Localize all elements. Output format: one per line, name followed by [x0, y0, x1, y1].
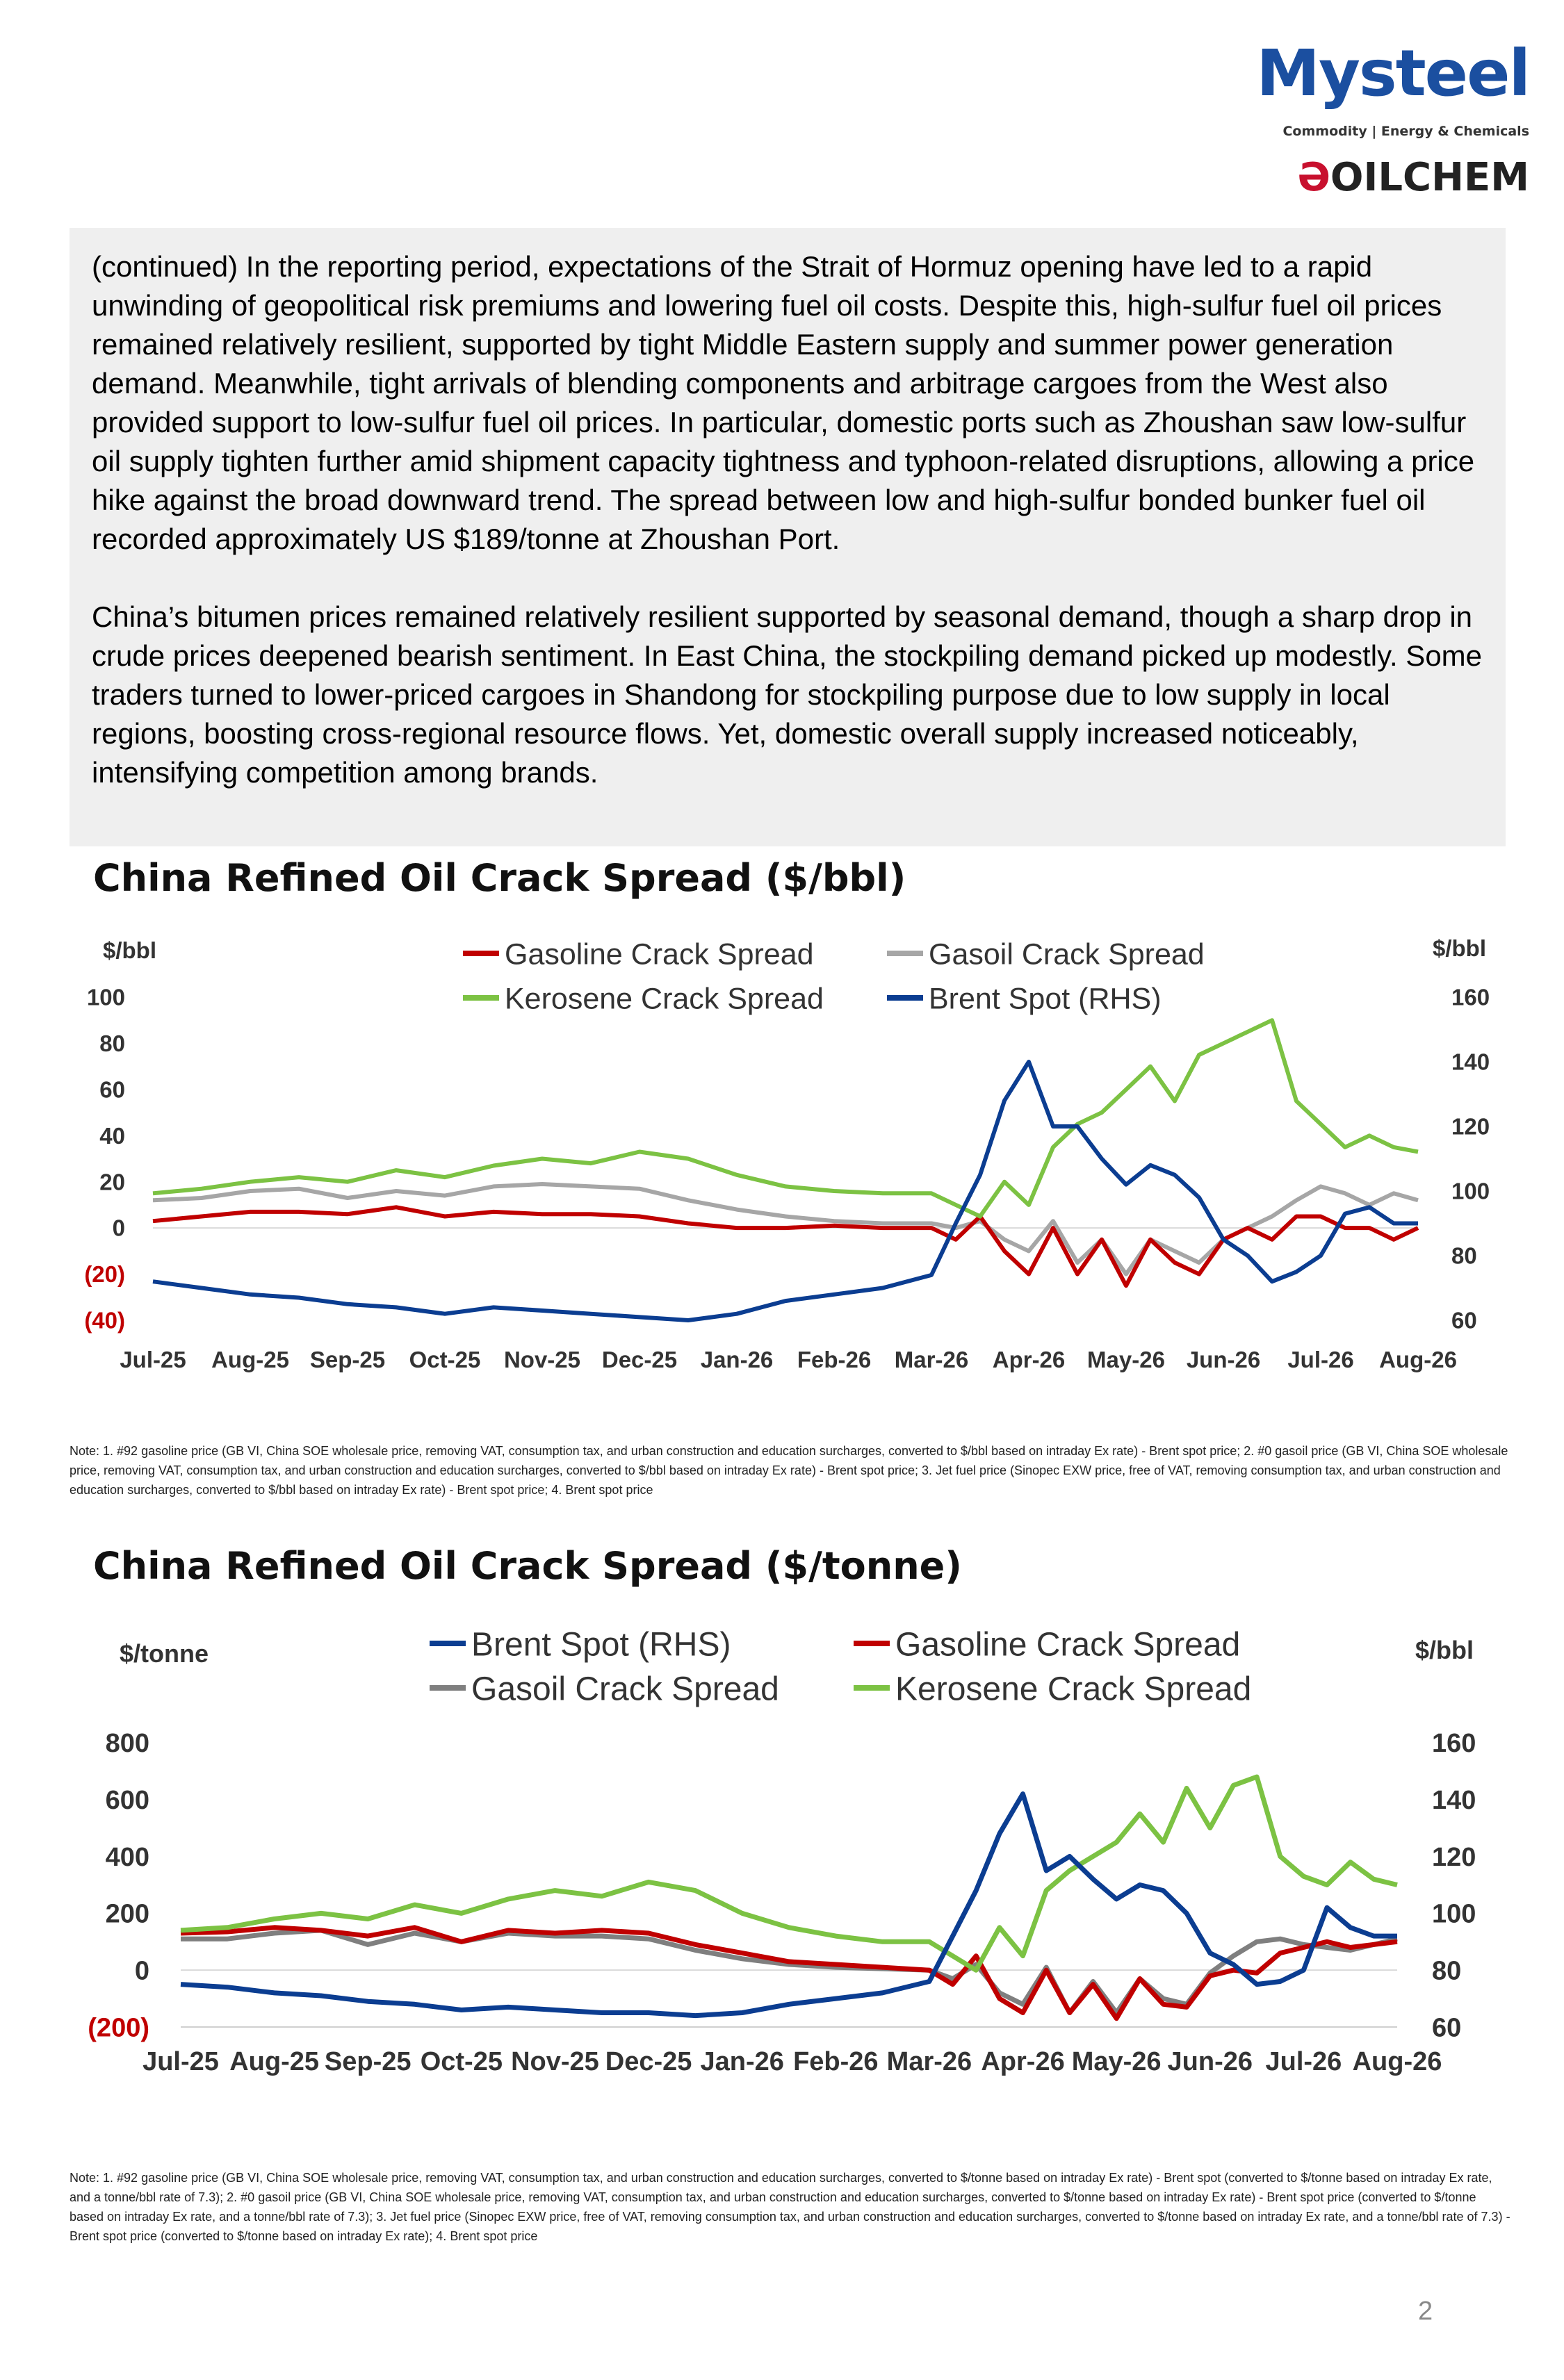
- chart2-y2-tick: 140: [1432, 1786, 1476, 1816]
- chart2-x-tick: Feb-26: [793, 2047, 879, 2076]
- chart1-y2-tick: 120: [1451, 1113, 1490, 1140]
- commentary-box: [70, 228, 1506, 846]
- chart1-legend-label: Gasoline Crack Spread: [505, 937, 814, 971]
- chart2-y-tick: 0: [134, 1956, 149, 1986]
- chart1-x-tick: Aug-26: [1379, 1347, 1457, 1372]
- chart2-note: Note: 1. #92 gasoline price (GB VI, China SOE wholesale price, removing VAT, consumption tax, and urban construction and education surcharges, converted to $/tonne based on intraday Ex rate) - Brent spot (converted to $/tonne based on intraday Ex rate, and a tonne/bbl rate of 7.3); 2. #0 gasoil price (GB VI, China SOE wholesale price, removing VAT, consumption tax, and urban construction and education surcharges, converted to $/tonne based on intraday Ex rate) - Brent spot price (converted to $/tonne based on intraday Ex rate, and a tonne/bbl rate of 7.3); 3. Jet fuel price (Sinopec EXW price, free of VAT, removing consumption tax, and urban construction and education surcharges, converted to $/tonne based on intraday Ex rate, and a tonne/bbl rate of 7.3) - Brent spot price (converted to $/tonne based on intraday Ex rate); 4. Brent spot price: [70, 2171, 1510, 2243]
- chart1-legend-label: Kerosene Crack Spread: [505, 982, 824, 1016]
- chart1-x-tick: Apr-26: [992, 1347, 1066, 1372]
- chart2-x-tick: Jul-25: [142, 2047, 219, 2076]
- chart1-y-tick: (40): [84, 1307, 125, 1333]
- chart2-x-tick: Mar-26: [886, 2047, 972, 2076]
- chart1-y2-axis-label: $/bbl: [1432, 935, 1486, 961]
- chart2-series-brent-spot-rhs: [181, 1794, 1397, 2016]
- commentary-paragraph-1: (continued) In the reporting period, expectations of the Strait of Hormuz opening have led to a rapid unwinding of geopolitical risk premiums and lowering fuel oil costs. Despite this, high-sulfur fuel oil prices remained relatively resilient, supported by tight Middle Eastern supply and summer power generation demand. Meanwhile, tight arrivals of blending components and arbitrage cargoes from the West also provided support to low-sulfur fuel oil prices. In particular, domestic ports such as Zhoushan saw low-sulfur oil supply tighten further amid shipment capacity tightness and typhoon-related disruptions, allowing a price hike against the broad downward trend. The spread between low and high-sulfur bonded bunker fuel oil recorded approximately US $189/tonne at Zhoushan Port.: [92, 250, 1475, 555]
- chart1-y-tick: 100: [86, 984, 125, 1010]
- chart1-x-tick: Feb-26: [797, 1347, 872, 1372]
- chart2-x-tick: Apr-26: [981, 2047, 1065, 2076]
- chart1-x-tick: Jan-26: [700, 1347, 774, 1372]
- chart2-y2-tick: 120: [1432, 1842, 1476, 1872]
- chart1-x-tick: May-26: [1087, 1347, 1165, 1372]
- chart1-x-tick: Oct-25: [409, 1347, 481, 1372]
- chart1-x-tick: Jul-26: [1287, 1347, 1354, 1372]
- chart2-y2-tick: 100: [1432, 1899, 1476, 1929]
- chart2-x-tick: Oct-25: [420, 2047, 503, 2076]
- chart2-y-tick: 800: [105, 1729, 149, 1759]
- oilchem-name: OILCHEM: [1330, 155, 1529, 200]
- oilchem-logo: [1297, 155, 1529, 200]
- chart2-y-tick: 200: [105, 1899, 149, 1929]
- chart2-y-axis-label: $/tonne: [120, 1639, 209, 1668]
- chart1-bbl: [63, 917, 1515, 1390]
- chart1-x-tick: Mar-26: [894, 1347, 969, 1372]
- chart1-y2-tick: 80: [1451, 1242, 1477, 1269]
- brand-name: Mysteel: [1256, 36, 1529, 110]
- chart1-series-kerosene-crack-spread: [153, 1020, 1418, 1216]
- chart1-legend-label: Brent Spot (RHS): [929, 982, 1162, 1016]
- chart2-legend-label: Kerosene Crack Spread: [895, 1671, 1252, 1708]
- chart2-x-tick: Sep-25: [324, 2047, 412, 2076]
- chart2-x-tick: Jul-26: [1265, 2047, 1342, 2076]
- brand-tagline: Commodity | Energy & Chemicals: [1282, 124, 1529, 139]
- chart2-x-tick: May-26: [1071, 2047, 1162, 2076]
- commentary-paragraph-2: China’s bitumen prices remained relatively resilient supported by seasonal demand, though a sharp drop in crude prices deepened bearish sentiment. In East China, the stockpiling demand picked up modestly. Some traders turned to lower-priced cargoes in Shandong for stockpiling purpose due to low supply in local regions, boosting cross-regional resource flows. Yet, domestic overall supply increased noticeably, intensifying competition among brands.: [92, 600, 1483, 789]
- chart1-y-tick: (20): [84, 1261, 125, 1288]
- chart1-y2-tick: 160: [1451, 984, 1490, 1010]
- chart1-x-tick: Jul-25: [120, 1347, 186, 1372]
- chart2-x-tick: Dec-25: [605, 2047, 692, 2076]
- chart1-note: Note: 1. #92 gasoline price (GB VI, China SOE wholesale price, removing VAT, consumption tax, and urban construction and education surcharges, converted to $/bbl based on intraday Ex rate) - Brent spot price; 2. #0 gasoil price (GB VI, China SOE wholesale price, removing VAT, consumption tax, and urban construction and education surcharges, converted to $/bbl based on intraday Ex rate) - Brent spot price; 3. Jet fuel price (Sinopec EXW price, free of VAT, removing consumption tax, and urban construction and education surcharges, converted to $/bbl based on intraday Ex rate) - Brent spot price; 4. Brent spot price: [70, 1444, 1508, 1497]
- chart1-y2-tick: 100: [1451, 1178, 1490, 1204]
- chart1-title: China Refined Oil Crack Spread ($/bbl): [93, 856, 906, 900]
- chart2-x-tick: Aug-25: [229, 2047, 320, 2076]
- chart2-legend-label: Gasoline Crack Spread: [895, 1626, 1241, 1664]
- chart1-y2-tick: 60: [1451, 1307, 1477, 1333]
- chart1-x-tick: Jun-26: [1186, 1347, 1261, 1372]
- chart2-tonne: [63, 1616, 1515, 2102]
- chart2-x-tick: Nov-25: [511, 2047, 599, 2076]
- chart1-y-tick: 80: [99, 1030, 125, 1056]
- chart1-y2-tick: 140: [1451, 1049, 1490, 1075]
- chart2-y2-tick: 80: [1432, 1956, 1462, 1986]
- chart1-y-tick: 0: [112, 1215, 125, 1241]
- chart1-x-tick: Sep-25: [309, 1347, 386, 1372]
- chart2-y2-tick: 60: [1432, 2013, 1462, 2043]
- chart2-legend-label: Gasoil Crack Spread: [471, 1671, 779, 1708]
- chart1-x-tick: Nov-25: [503, 1347, 581, 1372]
- chart1-y-tick: 40: [99, 1122, 125, 1149]
- chart1-series-gasoline-crack-spread: [153, 1207, 1418, 1286]
- chart1-x-tick: Dec-25: [601, 1347, 678, 1372]
- chart2-y-tick: 400: [105, 1842, 149, 1872]
- chart2-y2-tick: 160: [1432, 1729, 1476, 1759]
- mysteel-oilchem-logo: [1256, 36, 1529, 202]
- chart1-y-tick: 20: [99, 1169, 125, 1195]
- chart2-x-tick: Aug-26: [1352, 2047, 1442, 2076]
- chart2-title: China Refined Oil Crack Spread ($/tonne): [93, 1544, 962, 1588]
- page-number: 2: [1418, 2297, 1433, 2326]
- chart2-y2-axis-label: $/bbl: [1415, 1636, 1474, 1664]
- chart2-x-tick: Jan-26: [700, 2047, 784, 2076]
- chart1-series-brent-spot-rhs: [153, 1062, 1418, 1320]
- chart2-y-tick: 600: [105, 1786, 149, 1816]
- chart1-y-tick: 60: [99, 1076, 125, 1103]
- chart1-y-axis-label: $/bbl: [103, 937, 157, 963]
- chart2-y-tick: (200): [88, 2013, 149, 2043]
- oilchem-mark-icon: Ə: [1297, 155, 1330, 200]
- chart2-x-tick: Jun-26: [1167, 2047, 1253, 2076]
- chart1-x-tick: Aug-25: [211, 1347, 289, 1372]
- chart2-legend-label: Brent Spot (RHS): [471, 1626, 731, 1664]
- chart1-legend-label: Gasoil Crack Spread: [929, 937, 1205, 971]
